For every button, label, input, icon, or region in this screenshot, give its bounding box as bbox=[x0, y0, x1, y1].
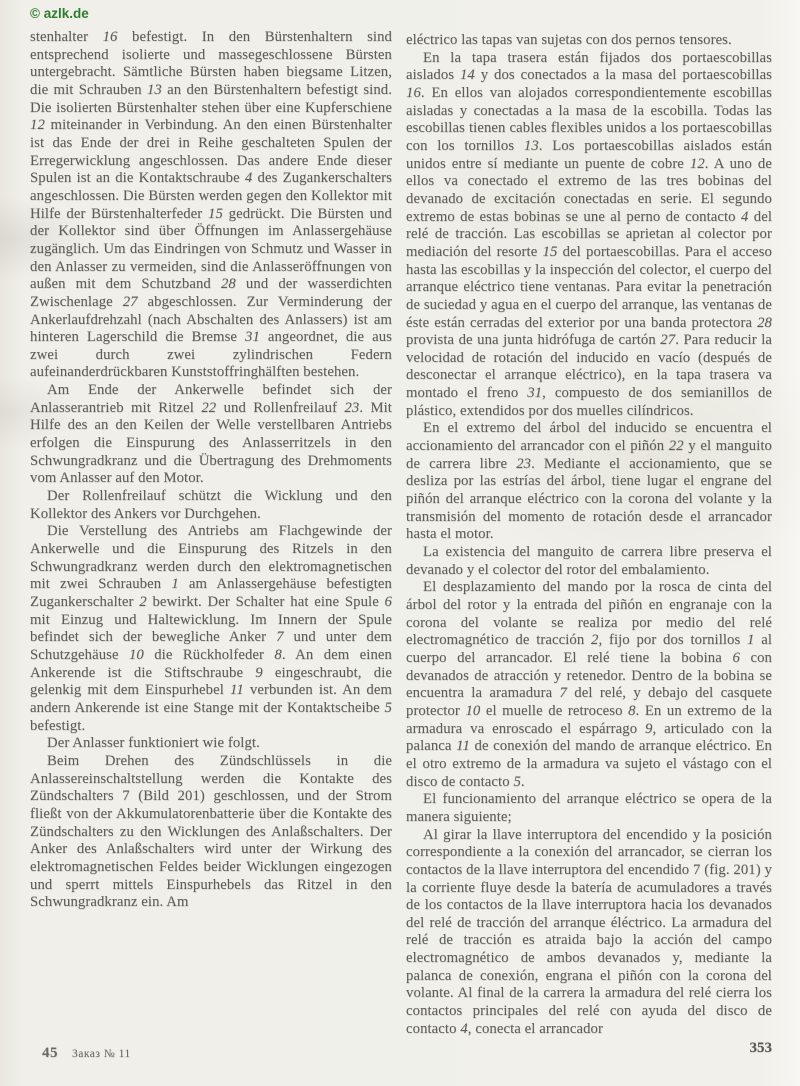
part-number: 23 bbox=[344, 399, 360, 416]
part-number: 6 bbox=[384, 594, 392, 610]
part-number: 2 bbox=[139, 594, 147, 610]
part-number: 4 bbox=[460, 1020, 468, 1037]
part-number: 5 bbox=[384, 699, 392, 716]
part-number: 23 bbox=[516, 455, 532, 472]
part-number: 7 bbox=[276, 629, 284, 646]
page-number: 353 bbox=[749, 1040, 772, 1056]
part-number: 10 bbox=[465, 702, 481, 719]
part-number: 4 bbox=[244, 170, 253, 187]
part-number: 8 bbox=[628, 702, 636, 719]
part-number: 15 bbox=[542, 243, 558, 260]
part-number: 28 bbox=[757, 314, 772, 331]
part-number: 27 bbox=[660, 332, 676, 349]
part-number: 16 bbox=[102, 29, 118, 45]
paragraph: Beim Drehen des Zündschlüssels in die Anlassereinschaltstellung werden die Kontakte des Zündschalters 7 (Bild 201) geschlossen, und der Strom fließt von der Akkumulatorenbatterie über die Kontakte des Zündschalters zu den Wicklungen des Anlaßschalters. Der Anker des Anlaßschalters wird unter der Wirkung des elektromagnetischen Feldes beider Wicklungen eingezogen und sperrt mittels Einspurhebels das Ritzel in den Schwungradkranz ein. Am bbox=[30, 752, 392, 911]
part-number: 4 bbox=[740, 208, 749, 225]
two-column-text-block bbox=[30, 29, 772, 1038]
part-number: 9 bbox=[255, 664, 263, 681]
part-number: 22 bbox=[668, 438, 684, 455]
part-number: 12 bbox=[689, 155, 705, 172]
part-number: 15 bbox=[208, 205, 223, 222]
paragraph: En el extremo del árbol del inducido se encuentra el accionamiento del arrancador con el piñón 22 y el manguito de carrera libre 23. Mediante el accionamiento, que se desliza por las estrías del árbol, tiene lugar el engrane del piñón del arranque eléctrico con la corona del volante y la transmisión del momento de rotación desde el arrancador hasta el motor. bbox=[406, 420, 772, 543]
paragraph: Die Verstellung des Antriebs am Flachgewinde der Ankerwelle und die Einspurung des Ritzels in den Schwungradkranz werden durch den elektromagnetischen mit zwei Schrauben 1 am Anlassergehäuse befestigten Zugankerschalter 2 bewirkt. Der Schalter hat eine Spule 6 mit Einzug und Haltewicklung. Im Innern der Spule befindet sich der bewegliche Anker 7 und unter dem Schutzgehäuse 10 die Rückholfeder 8. An dem einen Ankerende ist die Stiftschraube 9 eingeschraubt, die gelenkig mit dem Einspurhebel 11 verbunden ist. An dem andern Ankerende ist eine Stange mit der Kontaktscheibe 5 befestigt. bbox=[30, 523, 392, 734]
part-number: 31 bbox=[245, 329, 260, 346]
paragraph: Der Rollenfreilauf schützt die Wicklung und den Kollektor des Ankers vor Durchgehen. bbox=[30, 488, 392, 522]
part-number: 11 bbox=[229, 682, 244, 699]
spanish-text-column bbox=[406, 32, 772, 1038]
paragraph: El desplazamiento del mando por la rosca de cinta del árbol del rotor y la entrada del piñón en engranaje con la corona del volante se realiza por medio del relé electromagnético de tracción 2, fijo por dos tornillos 1 al cuerpo del arrancador. El relé tiene la bobina 6 con devanados de atracción y retenedor. Dentro de la bobina se encuentra la aramadura 7 del relé, y debajo del casquete protector 10 el muelle de retroceso 8. En un extremo de la armadura va enroscado el espárrago 9, articulado con la palanca 11 de conexión del mando de arranque eléctrico. En el otro extremo de la armadura va sujeto el vástago con el disco de contacto 5. bbox=[406, 579, 773, 790]
paragraph: En la tapa trasera están fijados dos portaescobillas aislados 14 y dos conectados a la masa del portaescobillas 16. En ellos van alojados correspondientemente escobillas aisladas y conectadas a la masa de la escobilla. Todas las escobillas tienen cables flexibles unidos a los portaescobillas con los tornillos 13. Los portaescobillas aislados están unidos entre sí mediante un puente de cobre 12. A uno de ellos va conectado el extremo de las tres bobinas del devanado de excitación conectadas en serie. El segundo extremo de estas bobinas se une al perno de contacto 4 del relé de tracción. Las escobillas se aprietan al colector por mediación del resorte 15 del portaescobillas. Para el acceso hasta las escobillas y la inspección del colector, el cuerpo del arranque eléctrico tiene ventanas. Para evitar la penetración de suciedad y agua en el cuerpo del arranque, las ventanas de éste están cerradas del exterior por una banda protectora 28 provista de una junta hidrófuga de cartón 27. Para reducir la velocidad de rotación del inducido en vacío (después de desconectar el arranque eléctrico), en la tapa trasera va montado el freno 31, compuesto de dos semianillos de plástico, extendidos por dos muelles cilíndricos. bbox=[406, 49, 773, 419]
part-number: 16 bbox=[406, 84, 421, 101]
part-number: 31 bbox=[527, 385, 543, 402]
part-number: 1 bbox=[747, 632, 755, 649]
part-number: 1 bbox=[171, 576, 179, 593]
part-number: 2 bbox=[591, 632, 599, 649]
watermark: © azlk.de bbox=[30, 6, 89, 21]
paragraph: Al girar la llave interruptora del encendido y la posición correspondiente a la conexión del arrancador, se cierran los contactos de la llave interruptora del encendido 7 (fig. 201) y la corriente fluye desde la batería de acumuladores a través de los contactos de la llave interruptora hacia los devanados del relé de tracción del arranque éléctrico. La armadura del relé de tracción es atraida bajo la acción del campo electromagnético de ambos devanados y, mediante la palanca de conexión, engrana el piñón con la corona del volante. Al final de la carrera la armadura del relé cierra los contactos principales del relé con ayuda del disco de contacto 4, conecta el arrancador bbox=[406, 826, 772, 1037]
part-number: 12 bbox=[30, 117, 45, 134]
part-number: 22 bbox=[201, 399, 217, 416]
paragraph: Am Ende der Ankerwelle befindet sich der Anlasserantrieb mit Ritzel 22 und Rollenfreilauf 23. Mit Hilfe des an den Keilen der Welle verstellbaren Antriebs erfolgen die Einspurung des Anlasserritzels in den Schwungradkranz und die Übertragung des Drehmoments vom Anlasser auf den Motor. bbox=[30, 382, 392, 487]
paragraph: La existencia del manguito de carrera libre preserva el devanado y el colector del rotor del embalamiento. bbox=[406, 544, 772, 578]
german-text-column bbox=[30, 29, 392, 1038]
paragraph: eléctrico las tapas van sujetas con dos pernos tensores. bbox=[406, 32, 732, 48]
signature-number: 45 bbox=[42, 1045, 58, 1061]
part-number: 27 bbox=[122, 293, 138, 310]
part-number: 11 bbox=[456, 738, 470, 755]
part-number: 8 bbox=[274, 646, 282, 663]
part-number: 13 bbox=[146, 81, 162, 98]
paragraph: stenhalter 16 befestigt. In den Bürstenhaltern sind entsprechend isolierte und massegeschlossene Bürsten untergebracht. Sämtliche Bürsten haben biegsame Litzen, die mit Schrauben 13 an den Bürstenhaltern befestigt sind. Die isolierten Bürstenhalter stehen über eine Kupferschiene 12 miteinander in Verbindung. An den einen Bürstenhalter ist das Ende der drei in Reihe geschalteten Spulen der Erregerwicklung angeschlossen. Das andere Ende dieser Spulen ist an die Kontaktschraube 4 des Zugankerschalters angeschlossen. Die Bürsten werden gegen den Kollektor mit Hilfe der Bürstenhalterfeder 15 gedrückt. Die Bürsten und der Kollektor sind über Öffnungen im Anlassergehäuse zugänglich. Um das Eindringen von Schmutz und Wasser in den Anlasser zu vermeiden, sind die Anlasseröffnungen von außen mit dem Schutzband 28 und der wasserdichten Zwischenlage 27 abgeschlossen. Zur Verminderung der Ankerlaufdrehzahl (nach Abschalten des Anlassers) ist am hinteren Lagerschild die Bremse 31 angeordnet, die aus zwei durch zwei zylindrischen Federn aufeinanderdrückbaren Kunststoffringhälften bestehen. bbox=[30, 29, 393, 381]
part-number: 28 bbox=[220, 276, 236, 293]
part-number: 10 bbox=[128, 646, 144, 663]
part-number: 5 bbox=[513, 773, 521, 790]
part-number: 9 bbox=[645, 720, 653, 737]
part-number: 7 bbox=[559, 685, 567, 702]
paragraph: Der Anlasser funktioniert wie folgt. bbox=[47, 735, 260, 752]
part-number: 14 bbox=[459, 67, 475, 84]
print-order-note: Заказ № 11 bbox=[72, 1048, 131, 1060]
part-number: 6 bbox=[732, 649, 740, 666]
paragraph: El funcionamiento del arranque eléctrico se opera de la manera siguiente; bbox=[406, 791, 772, 825]
printers-imprint bbox=[42, 1044, 131, 1062]
part-number: 13 bbox=[523, 137, 539, 154]
